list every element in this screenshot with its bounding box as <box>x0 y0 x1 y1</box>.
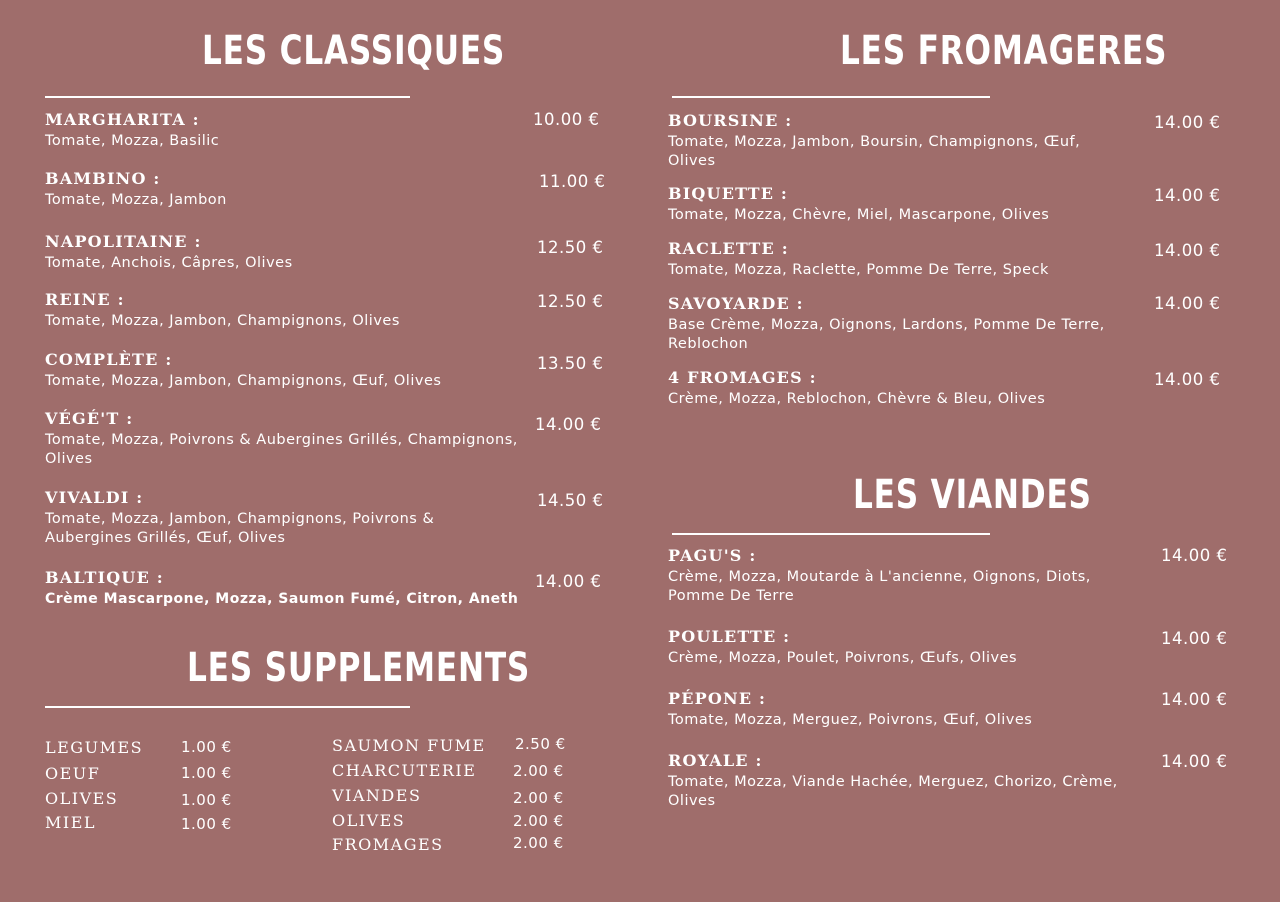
item-name: ROYALE : <box>668 751 763 770</box>
item-price: 10.00 € <box>533 110 600 129</box>
item-description: Tomate, Mozza, Poivrons & Aubergines Grillés, Champignons, Olives <box>45 432 518 467</box>
item-name: PÉPONE : <box>668 689 767 708</box>
item-name: MARGHARITA : <box>45 110 200 129</box>
fromageres-divider <box>672 96 990 98</box>
item-name: PAGU'S : <box>668 546 757 565</box>
supplement-price: 1.00 € <box>181 815 232 833</box>
fromageres-title: LES FROMAGERES <box>840 28 1168 74</box>
item-price: 13.50 € <box>537 354 604 373</box>
viandes-divider <box>672 533 990 535</box>
item-description: Crème, Mozza, Reblochon, Chèvre & Bleu, Olives <box>668 391 1046 407</box>
item-description: Tomate, Mozza, Raclette, Pomme De Terre, Speck <box>668 262 1049 278</box>
supplement-name: OLIVES <box>332 811 406 830</box>
item-description: Tomate, Mozza, Jambon, Champignons, Poivrons & Aubergines Grillés, Œuf, Olives <box>45 511 435 546</box>
item-description: Tomate, Mozza, Merguez, Poivrons, Œuf, Olives <box>668 712 1033 728</box>
item-price: 12.50 € <box>537 238 604 257</box>
item-name: BAMBINO : <box>45 169 161 188</box>
item-price: 14.00 € <box>1154 113 1221 132</box>
supplement-price: 2.00 € <box>513 789 564 807</box>
classiques-divider <box>45 96 410 98</box>
supplement-price: 1.00 € <box>181 764 232 782</box>
item-description: Tomate, Mozza, Chèvre, Miel, Mascarpone, Olives <box>668 207 1050 223</box>
item-name: BALTIQUE : <box>45 568 164 587</box>
item-price: 14.00 € <box>1161 752 1228 771</box>
supplement-name: CHARCUTERIE <box>332 761 477 780</box>
item-price: 14.00 € <box>535 415 602 434</box>
item-price: 14.00 € <box>1154 294 1221 313</box>
item-name: SAVOYARDE : <box>668 294 804 313</box>
item-name: VIVALDI : <box>45 488 144 507</box>
supplements-divider <box>45 706 410 708</box>
item-name: NAPOLITAINE : <box>45 232 202 251</box>
viandes-title: LES VIANDES <box>853 472 1092 518</box>
item-description: Crème Mascarpone, Mozza, Saumon Fumé, Citron, Aneth <box>45 591 519 607</box>
item-name: RACLETTE : <box>668 239 789 258</box>
item-name: BIQUETTE : <box>668 184 789 203</box>
supplement-name: OEUF <box>45 764 101 783</box>
item-description: Base Crème, Mozza, Oignons, Lardons, Pomme De Terre, Reblochon <box>668 317 1105 352</box>
supplement-name: SAUMON FUME <box>332 736 486 755</box>
item-price: 14.50 € <box>537 491 604 510</box>
item-price: 14.00 € <box>1161 690 1228 709</box>
item-name: 4 FROMAGES : <box>668 368 817 387</box>
item-description: Crème, Mozza, Poulet, Poivrons, Œufs, Olives <box>668 650 1018 666</box>
item-price: 14.00 € <box>1161 629 1228 648</box>
item-description: Tomate, Mozza, Viande Hachée, Merguez, Chorizo, Crème, Olives <box>668 774 1118 809</box>
item-description: Tomate, Mozza, Basilic <box>45 133 220 149</box>
supplement-price: 1.00 € <box>181 738 232 756</box>
item-price: 14.00 € <box>535 572 602 591</box>
item-price: 14.00 € <box>1161 546 1228 565</box>
item-price: 11.00 € <box>539 172 606 191</box>
item-name: COMPLÈTE : <box>45 350 173 369</box>
item-name: POULETTE : <box>668 627 791 646</box>
item-name: BOURSINE : <box>668 111 793 130</box>
item-price: 14.00 € <box>1154 241 1221 260</box>
supplement-name: OLIVES <box>45 789 119 808</box>
item-name: VÉGÉ'T : <box>45 409 134 428</box>
supplement-name: VIANDES <box>332 786 422 805</box>
supplements-title: LES SUPPLEMENTS <box>187 645 531 691</box>
item-description: Crème, Mozza, Moutarde à L'ancienne, Oignons, Diots, Pomme De Terre <box>668 569 1091 604</box>
classiques-title: LES CLASSIQUES <box>202 28 506 74</box>
item-name: REINE : <box>45 290 125 309</box>
supplement-price: 2.00 € <box>513 812 564 830</box>
supplement-name: FROMAGES <box>332 835 444 854</box>
item-price: 14.00 € <box>1154 370 1221 389</box>
item-description: Tomate, Mozza, Jambon, Champignons, Œuf, Olives <box>45 373 442 389</box>
item-description: Tomate, Mozza, Jambon, Boursin, Champignons, Œuf, Olives <box>668 134 1081 169</box>
item-description: Tomate, Anchois, Câpres, Olives <box>45 255 293 271</box>
item-description: Tomate, Mozza, Jambon, Champignons, Olives <box>45 313 400 329</box>
item-price: 14.00 € <box>1154 186 1221 205</box>
supplement-price: 1.00 € <box>181 791 232 809</box>
supplement-name: LEGUMES <box>45 738 144 757</box>
item-description: Tomate, Mozza, Jambon <box>45 192 227 208</box>
supplement-price: 2.50 € <box>515 735 566 753</box>
supplement-price: 2.00 € <box>513 762 564 780</box>
supplement-price: 2.00 € <box>513 834 564 852</box>
supplement-name: MIEL <box>45 813 97 832</box>
item-price: 12.50 € <box>537 292 604 311</box>
